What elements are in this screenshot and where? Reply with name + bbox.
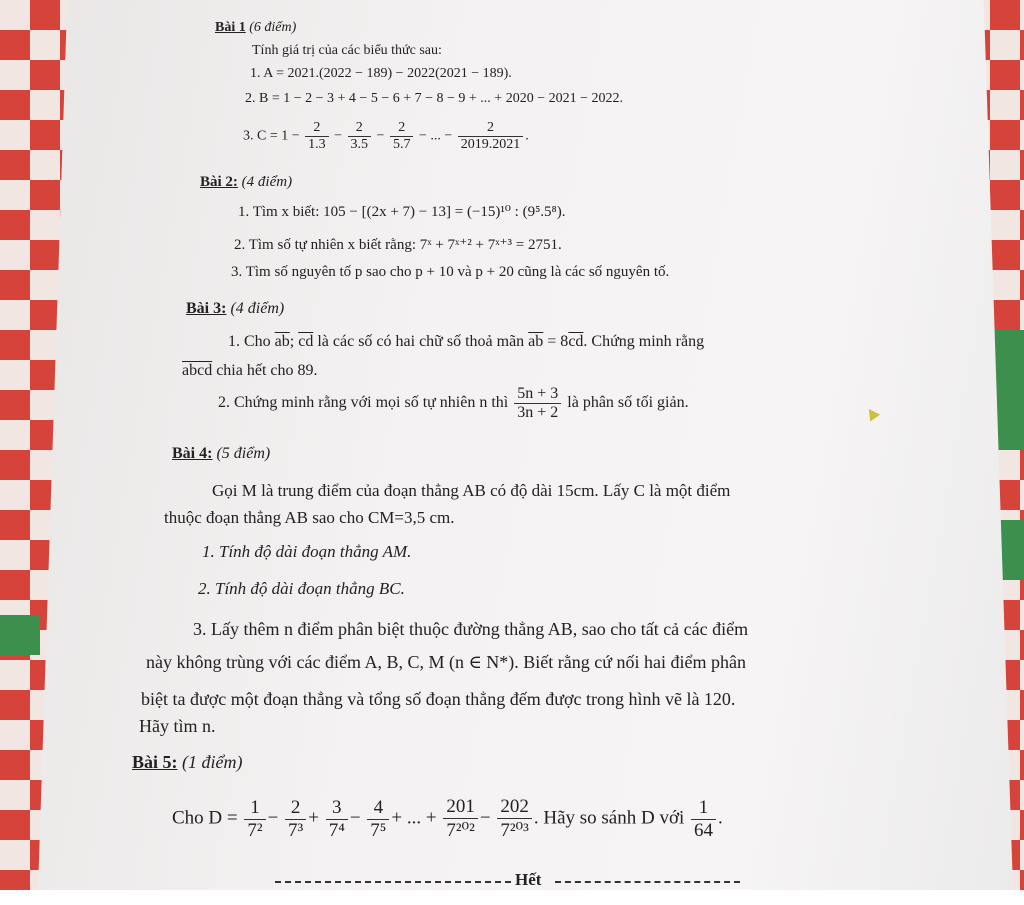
overline-number: $\overline{cd}$ bbox=[298, 333, 314, 350]
fraction bbox=[514, 385, 561, 422]
b1-q3-end: . bbox=[525, 128, 529, 144]
b3-q1-text: là các số có hai chữ số thoả mãn bbox=[317, 333, 525, 350]
overline-number: abcd bbox=[182, 362, 213, 379]
b1-q3-pre: 3. C = 1 − bbox=[243, 128, 300, 144]
b3-q1-text: chia hết cho 89. bbox=[216, 362, 318, 379]
fraction bbox=[326, 797, 348, 842]
numerator: 2 bbox=[285, 797, 306, 820]
b5-mid: . Hãy so sánh D với bbox=[533, 807, 685, 829]
numerator: 1 bbox=[691, 797, 716, 820]
b5-heading bbox=[132, 752, 243, 773]
b3-q2-text: là phân số tối giản. bbox=[567, 394, 689, 412]
denominator: 5.7 bbox=[392, 137, 411, 152]
separator: ; bbox=[289, 333, 295, 350]
b2-title: Bài 2: bbox=[200, 174, 238, 190]
b5-title: Bài 5: bbox=[132, 752, 178, 772]
b2-q2: 2. Tìm số tự nhiên x biết rằng: 7ˣ + 7ˣ⁺² + 7ˣ⁺³ = 2751. bbox=[234, 237, 562, 253]
operator: + bbox=[308, 807, 319, 829]
numerator: 5n + 3 bbox=[514, 385, 561, 404]
b1-q3: 3. C = 1 − $\frac{2}{1.3}$ − $\frac{2}{3.5}$ − $\frac{2}{5.7}$ − ... − $\frac{2}{2019.2021}$ . bbox=[243, 120, 529, 152]
fraction bbox=[305, 120, 329, 153]
b3-q2-text: 2. Chứng minh rằng với mọi số tự nhiên n thì bbox=[218, 394, 509, 412]
operator: − bbox=[479, 807, 491, 829]
denominator: 1.3 bbox=[308, 137, 326, 152]
b2-q1: 1. Tìm x biết: 105 − [(2x + 7) − 13] = (−15)¹⁰ : (9⁵.5⁸). bbox=[238, 204, 566, 220]
b4-heading bbox=[172, 445, 270, 463]
denominator: 3n + 2 bbox=[517, 404, 559, 421]
denominator: 7²⁰³ bbox=[500, 820, 529, 841]
b1-q1: 1. A = 2021.(2022 − 189) − 2022(2021 − 189). bbox=[250, 66, 512, 81]
b3-title: Bài 3: bbox=[186, 300, 227, 317]
b1-q3-mid: − ... − bbox=[418, 128, 453, 144]
b4-p1: Gọi M là trung điểm của đoạn thẳng AB có độ dài 15cm. Lấy C là một điểm bbox=[212, 481, 731, 500]
fraction bbox=[390, 120, 414, 153]
b3-heading bbox=[186, 300, 284, 318]
fraction bbox=[244, 797, 265, 842]
b3-q1-text: 1. Cho bbox=[228, 333, 271, 350]
b1-intro: Tính giá trị của các biểu thức sau: bbox=[252, 43, 442, 58]
b2-q3: 3. Tìm số nguyên tố p sao cho p + 10 và p + 20 cũng là các số nguyên tố. bbox=[231, 264, 670, 280]
b4-q3c: biệt ta được một đoạn thẳng và tổng số đoạn thẳng đếm được trong hình vẽ là 120. bbox=[141, 689, 736, 709]
b4-points: (5 điểm) bbox=[216, 445, 271, 462]
equation-part: = 8 bbox=[547, 333, 569, 350]
b3-q2 bbox=[218, 385, 689, 422]
denominator: 7²⁰² bbox=[446, 820, 475, 841]
operator: − bbox=[349, 807, 361, 829]
denominator: 7³ bbox=[288, 819, 304, 841]
footer-end-mark: Hết bbox=[515, 870, 542, 889]
fraction bbox=[497, 796, 532, 842]
operator: − bbox=[267, 807, 279, 829]
footer-dash-left bbox=[275, 881, 511, 883]
b4-q3a: 3. Lấy thêm n điểm phân biệt thuộc đường thẳng AB, sao cho tất cả các điểm bbox=[193, 619, 749, 639]
b4-p2: thuộc đoạn thẳng AB sao cho CM=3,5 cm. bbox=[164, 508, 455, 527]
b3-points: (4 điểm) bbox=[230, 300, 285, 317]
numerator: 2 bbox=[348, 120, 372, 137]
fraction bbox=[285, 797, 306, 842]
b1-title: Bài 1 bbox=[215, 20, 246, 35]
b4-q2: 2. Tính độ dài đoạn thẳng BC. bbox=[198, 579, 405, 598]
b5-points: (1 điểm) bbox=[182, 752, 243, 772]
denominator: 64 bbox=[694, 819, 714, 841]
b1-q2: 2. B = 1 − 2 − 3 + 4 − 5 − 6 + 7 − 8 − 9 + ... + 2020 − 2021 − 2022. bbox=[245, 91, 623, 106]
fraction bbox=[443, 796, 478, 842]
numerator: 1 bbox=[244, 797, 265, 820]
b5-pre: Cho D = bbox=[172, 807, 238, 829]
b2-heading bbox=[200, 174, 292, 191]
b3-q1-text: . Chứng minh rằng bbox=[583, 333, 705, 350]
overline-number: $\overline{cd}$ bbox=[568, 333, 584, 350]
bottom-white-strip bbox=[0, 890, 1024, 905]
overline-number: $\overline{ab}$ bbox=[274, 333, 290, 350]
b1-points: (6 điểm) bbox=[249, 20, 297, 35]
numerator: 3 bbox=[326, 797, 348, 820]
b4-q1: 1. Tính độ dài đoạn thẳng AM. bbox=[202, 542, 412, 561]
numerator: 2 bbox=[458, 120, 524, 137]
b3-q1-line1 bbox=[228, 333, 704, 351]
b5-expression bbox=[172, 796, 723, 842]
denominator: 2019.2021 bbox=[460, 137, 521, 152]
overline-number: $\overline{ab}$ bbox=[528, 333, 544, 350]
b2-points: (4 điểm) bbox=[241, 174, 293, 190]
numerator: 2 bbox=[305, 120, 329, 137]
footer-dash-right bbox=[555, 881, 740, 883]
numerator: 201 bbox=[443, 796, 478, 819]
b4-title: Bài 4: bbox=[172, 445, 213, 462]
b4-q3b: này không trùng với các điểm A, B, C, M (n ∈ N*). Biết rằng cứ nối hai điểm phân bbox=[146, 652, 746, 672]
fraction bbox=[458, 120, 524, 153]
fraction bbox=[691, 797, 716, 842]
denominator: 3.5 bbox=[350, 137, 369, 152]
numerator: 4 bbox=[367, 797, 389, 820]
b1-heading bbox=[215, 20, 296, 36]
fraction bbox=[348, 120, 372, 153]
denominator: 7² bbox=[247, 819, 263, 841]
b5-end: . bbox=[718, 807, 723, 829]
operator: + ... + bbox=[391, 807, 437, 829]
numerator: 2 bbox=[390, 120, 414, 137]
fraction bbox=[367, 797, 389, 842]
denominator: 7⁵ bbox=[370, 819, 387, 841]
numerator: 202 bbox=[497, 796, 532, 819]
b3-q1-line2 bbox=[182, 362, 318, 380]
denominator: 7⁴ bbox=[328, 819, 345, 841]
b4-q3d: Hãy tìm n. bbox=[139, 716, 216, 736]
